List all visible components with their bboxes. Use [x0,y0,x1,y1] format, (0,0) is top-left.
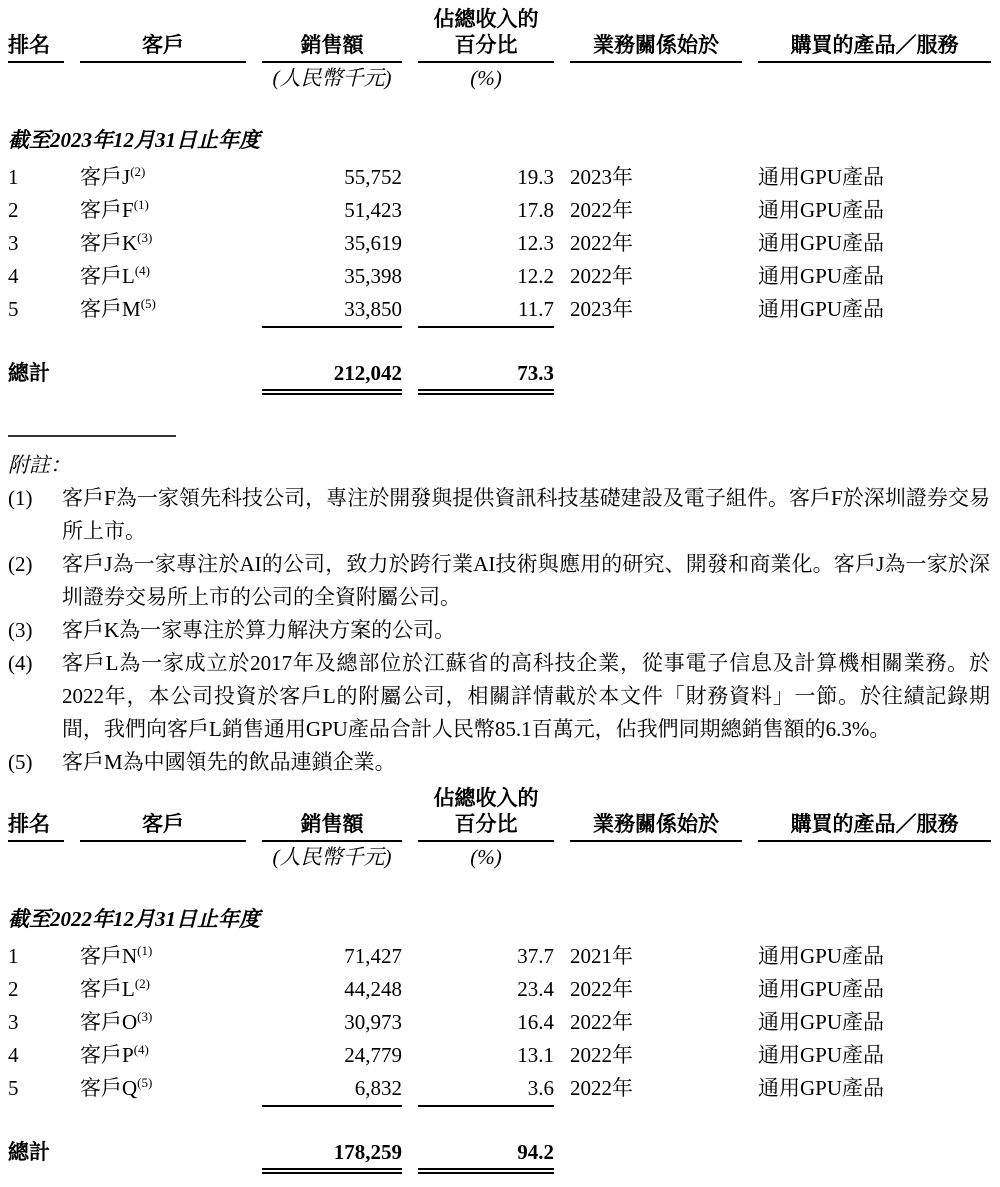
header-rank [8,6,64,63]
table-header-row [8,6,990,63]
customer-name: 客戶J [80,165,131,189]
total-label: 總計 [8,1140,50,1164]
header-customer [80,785,246,842]
table-body-2023 [8,161,990,328]
since-cell: 2022年 [570,198,633,222]
product-cell: 通用GPU產品 [758,198,885,222]
sales-cell: 24,779 [344,1043,402,1067]
customer-name: 客戶K [80,231,138,255]
footnote-marker: (4) [133,1042,149,1057]
footnote-marker: (3) [137,1009,153,1024]
period-caption-2022: 截至2022年12月31日止年度 [8,907,260,931]
pct-cell: 12.3 [517,231,554,255]
table-header-row [8,785,990,842]
header-relationship-since [570,785,742,842]
footnote-number: (2) [8,552,33,576]
total-sales: 178,259 [262,1139,402,1170]
rank-cell: 5 [8,297,19,321]
customer-cell [80,1006,246,1039]
sales-cell: 44,248 [344,977,402,1001]
customer-table-2023 [8,6,990,391]
header-relationship-since-label: 業務關係始於 [593,812,719,836]
footnote-number: (3) [8,618,33,642]
table-body-2022 [8,940,990,1107]
product-cell: 通用GPU產品 [758,944,885,968]
rank-cell: 5 [8,1076,19,1100]
header-percentage-line1: 佔總收入的 [433,786,539,810]
footnote-number: (1) [8,486,33,510]
header-percentage-line2: 百分比 [454,33,518,57]
sales-unit-label: (人民幣千元) [272,845,392,869]
customer-cell [80,940,246,973]
header-percentage-line1: 佔總收入的 [433,7,539,31]
total-label: 總計 [8,361,50,385]
footnote-number: (5) [8,750,33,774]
footnote-marker: (4) [134,263,150,278]
sales-cell: 51,423 [344,198,402,222]
sales-cell: 33,850 [262,293,402,328]
header-relationship-since-label: 業務關係始於 [593,33,719,57]
since-cell: 2022年 [570,1043,633,1067]
header-percentage-line2: 百分比 [454,812,518,836]
footnote-marker: (1) [137,943,153,958]
since-cell: 2023年 [570,165,633,189]
since-cell: 2022年 [570,1076,633,1100]
pct-cell: 23.4 [517,977,554,1001]
header-products [758,6,991,63]
table-units-row [8,63,990,93]
footnotes-divider [8,435,176,437]
footnote-item [8,482,990,548]
sales-cell: 35,398 [344,264,402,288]
header-relationship-since [570,6,742,63]
table-row [8,1006,990,1039]
header-sales [262,6,402,63]
customer-cell [80,973,246,1006]
header-products-label: 購買的產品／服務 [790,812,959,836]
table-row [8,194,990,227]
total-row-2023 [8,360,990,391]
footnote-text: 客戶K為一家專注於算力解決方案的公司。 [62,618,456,642]
header-customer-label: 客戶 [142,812,184,836]
pct-unit-label: (%) [470,845,502,869]
header-percentage [418,785,554,842]
footnote-item [8,548,990,614]
product-cell: 通用GPU產品 [758,165,885,189]
customer-name: 客戶N [80,944,138,968]
footnote-text: 客戶L為一家成立於2017年及總部位於江蘇省的高科技企業，從事電子信息及計算機相關業務。於2022年，本公司投資於客戶L的附屬公司，相關詳情載於本文件「財務資料」一節。於往績記錄期間，我們向客戶L銷售通用GPU產品合計人民幣85.1百萬元，佔我們同期總銷售額的6.3%。 [62,651,990,741]
pct-cell: 11.7 [418,293,554,328]
product-cell: 通用GPU產品 [758,297,885,321]
customer-cell [80,227,246,260]
pct-cell: 13.1 [517,1043,554,1067]
rank-cell: 2 [8,977,19,1001]
customer-name: 客戶L [80,264,135,288]
product-cell: 通用GPU產品 [758,264,885,288]
customer-table-2022 [8,785,990,1170]
footnote-item [8,746,990,779]
footnote-number: (4) [8,651,33,675]
total-sales: 212,042 [262,360,402,391]
since-cell: 2022年 [570,1010,633,1034]
period-caption-2023: 截至2023年12月31日止年度 [8,128,260,152]
sales-cell: 30,973 [344,1010,402,1034]
footnotes-section [8,435,990,779]
product-cell: 通用GPU產品 [758,977,885,1001]
pct-unit-label: (%) [470,66,502,90]
customer-cell [80,161,246,194]
pct-cell: 37.7 [517,944,554,968]
table-units-row [8,842,990,872]
table-row [8,260,990,293]
pct-cell: 3.6 [418,1072,554,1107]
sales-cell: 55,752 [344,165,402,189]
header-customer [80,6,246,63]
customer-cell [80,194,246,227]
product-cell: 通用GPU產品 [758,1010,885,1034]
rank-cell: 3 [8,231,19,255]
header-percentage [418,6,554,63]
table-row [8,227,990,260]
footnote-text: 客戶M為中國領先的飲品連鎖企業。 [62,750,396,774]
pct-cell: 19.3 [517,165,554,189]
customer-cell [80,1039,246,1072]
table-row [8,1039,990,1072]
since-cell: 2023年 [570,297,633,321]
footnote-marker: (1) [133,197,149,212]
header-sales-label: 銷售額 [300,33,364,57]
header-rank-label: 排名 [8,812,50,836]
product-cell: 通用GPU產品 [758,231,885,255]
footnote-marker: (5) [140,296,156,311]
rank-cell: 4 [8,264,19,288]
customer-name: 客戶O [80,1010,138,1034]
customer-cell [80,293,246,328]
rank-cell: 1 [8,944,19,968]
footnote-text: 客戶J為一家專注於AI的公司，致力於跨行業AI技術與應用的研究、開發和商業化。客戶J為一家於深圳證券交易所上市的公司的全資附屬公司。 [62,552,990,609]
rank-cell: 2 [8,198,19,222]
since-cell: 2021年 [570,944,633,968]
rank-cell: 1 [8,165,19,189]
footnote-item [8,614,990,647]
customer-name: 客戶Q [80,1076,138,1100]
header-products [758,785,991,842]
footnotes-heading: 附註： [8,453,71,477]
table-row [8,161,990,194]
pct-cell: 12.2 [517,264,554,288]
product-cell: 通用GPU產品 [758,1043,885,1067]
table-row [8,1072,990,1107]
header-rank-label: 排名 [8,33,50,57]
footnote-item [8,647,990,746]
customer-name: 客戶P [80,1043,134,1067]
table-row [8,293,990,328]
footnote-marker: (2) [130,164,146,179]
header-sales [262,785,402,842]
rank-cell: 4 [8,1043,19,1067]
pct-cell: 17.8 [517,198,554,222]
pct-cell: 16.4 [517,1010,554,1034]
since-cell: 2022年 [570,977,633,1001]
customer-name: 客戶L [80,977,135,1001]
since-cell: 2022年 [570,264,633,288]
total-pct: 94.2 [418,1139,554,1170]
customer-name: 客戶M [80,297,141,321]
footnote-text: 客戶F為一家領先科技公司，專注於開發與提供資訊科技基礎建設及電子組件。客戶F於深圳證券交易所上市。 [62,486,990,543]
table-row [8,940,990,973]
customer-name: 客戶F [80,198,134,222]
header-sales-label: 銷售額 [300,812,364,836]
sales-cell: 6,832 [262,1072,402,1107]
sales-unit-label: (人民幣千元) [272,66,392,90]
rank-cell: 3 [8,1010,19,1034]
total-pct: 73.3 [418,360,554,391]
table-row [8,973,990,1006]
customer-cell [80,260,246,293]
sales-cell: 71,427 [344,944,402,968]
product-cell: 通用GPU產品 [758,1076,885,1100]
sales-cell: 35,619 [344,231,402,255]
total-row-2022 [8,1139,990,1170]
footnote-marker: (2) [134,976,150,991]
header-products-label: 購買的產品／服務 [790,33,959,57]
footnote-marker: (5) [137,1075,153,1090]
header-customer-label: 客戶 [142,33,184,57]
header-rank [8,785,64,842]
footnote-marker: (3) [137,230,153,245]
since-cell: 2022年 [570,231,633,255]
customer-cell [80,1072,246,1107]
